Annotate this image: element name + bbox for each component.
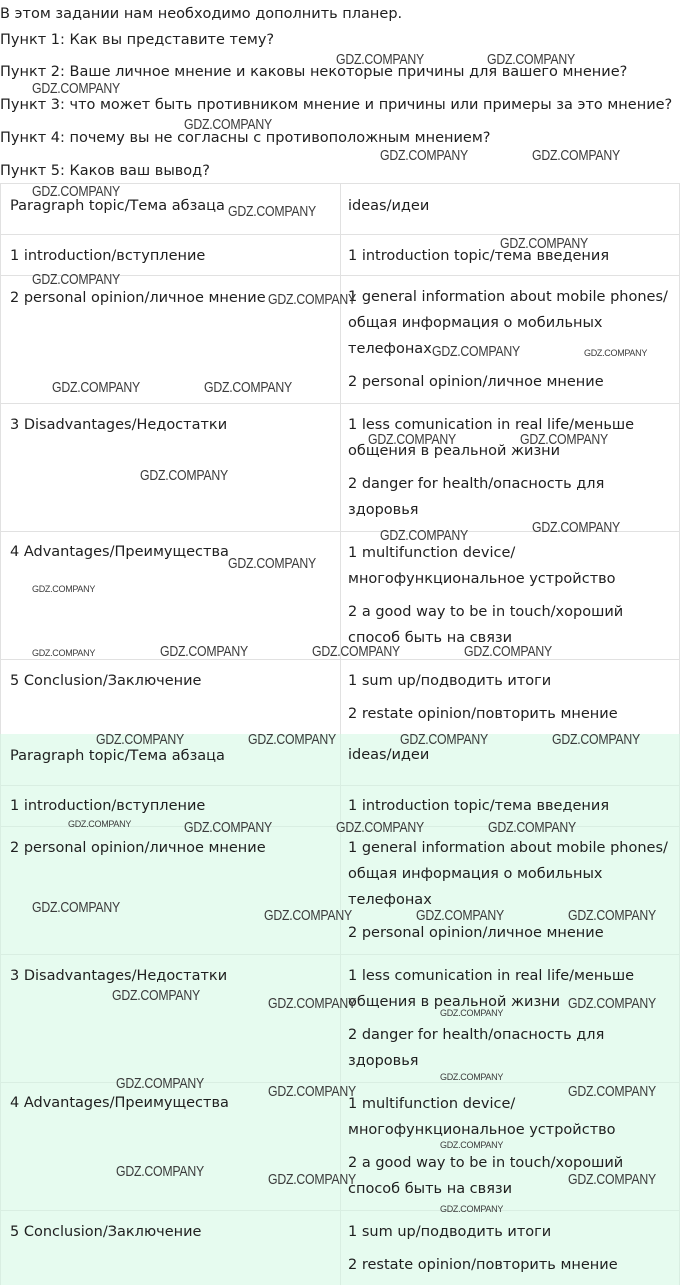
idea-line: 1 sum up/подводить итоги (348, 673, 552, 689)
watermark: GDZ.COMPANY (248, 731, 336, 748)
idea-line: 2 a good way to be in touch/хороший (348, 604, 624, 620)
watermark: GDZ.COMPANY (32, 648, 96, 658)
header-ideas-label: ideas/идеи (348, 198, 430, 214)
header-topic-label: Paragraph topic/Тема абзаца (10, 748, 225, 764)
idea-line: 2 restate opinion/повторить мнение (348, 1257, 618, 1273)
idea-line: многофункциональное устройство (348, 1122, 616, 1138)
table-row (0, 1210, 680, 1285)
idea-line: 2 personal opinion/личное мнение (348, 925, 604, 941)
intro-line: Пункт 5: Каков ваш вывод? (0, 163, 210, 179)
table-row (0, 275, 680, 403)
header-cell-ideas (341, 734, 680, 785)
watermark: GDZ.COMPANY (336, 51, 424, 68)
table-row (0, 785, 680, 826)
watermark: GDZ.COMPANY (140, 467, 228, 484)
header-cell-topic (0, 734, 341, 785)
intro-line: Пункт 1: Как вы представите тему? (0, 32, 275, 48)
table-row (0, 531, 680, 659)
paragraph-topic: 3 Disadvantages/Недостатки (10, 968, 228, 984)
header-cell-ideas (341, 184, 680, 234)
idea-line: 1 multifunction device/ (348, 545, 516, 561)
watermark: GDZ.COMPANY (400, 731, 488, 748)
watermark: GDZ.COMPANY (336, 819, 424, 836)
watermark: GDZ.COMPANY (440, 1140, 504, 1150)
idea-line: 1 multifunction device/ (348, 1096, 516, 1112)
watermark: GDZ.COMPANY (432, 343, 520, 360)
watermark: GDZ.COMPANY (184, 819, 272, 836)
table-header-row (0, 734, 680, 785)
watermark: GDZ.COMPANY (112, 987, 200, 1004)
watermark: GDZ.COMPANY (440, 1008, 504, 1018)
table-row (0, 826, 680, 954)
intro-line: В этом задании нам необходимо дополнить планер. (0, 6, 403, 22)
paragraph-topic: 3 Disadvantages/Недостатки (10, 417, 228, 433)
idea-line: 1 introduction topic/тема введения (348, 798, 610, 814)
watermark: GDZ.COMPANY (116, 1075, 204, 1092)
watermark: GDZ.COMPANY (204, 379, 292, 396)
idea-line: общая информация о мобильных (348, 315, 603, 331)
idea-line: здоровья (348, 1053, 419, 1069)
watermark: GDZ.COMPANY (487, 51, 575, 68)
paragraph-topic: 1 introduction/вступление (10, 248, 206, 264)
table-row (0, 1082, 680, 1210)
watermark: GDZ.COMPANY (268, 995, 356, 1012)
watermark: GDZ.COMPANY (228, 555, 316, 572)
idea-line: 2 a good way to be in touch/хороший (348, 1155, 624, 1171)
idea-line: 2 danger for health/опасность для (348, 476, 605, 492)
intro-line: Пункт 3: что может быть противником мнение и причины или примеры за это мнение? (0, 97, 673, 113)
table-header-row (0, 183, 680, 234)
watermark: GDZ.COMPANY (116, 1163, 204, 1180)
watermark: GDZ.COMPANY (184, 116, 272, 133)
idea-line: общения в реальной жизни (348, 443, 561, 459)
watermark: GDZ.COMPANY (520, 431, 608, 448)
watermark: GDZ.COMPANY (52, 379, 140, 396)
table-row (0, 234, 680, 275)
idea-line: многофункциональное устройство (348, 571, 616, 587)
watermark: GDZ.COMPANY (568, 995, 656, 1012)
idea-line: здоровья (348, 502, 419, 518)
paragraph-topic: 4 Advantages/Преимущества (10, 544, 229, 560)
watermark: GDZ.COMPANY (500, 235, 588, 252)
watermark: GDZ.COMPANY (440, 1072, 504, 1082)
watermark: GDZ.COMPANY (268, 291, 356, 308)
watermark: GDZ.COMPANY (32, 271, 120, 288)
watermark: GDZ.COMPANY (568, 907, 656, 924)
header-cell-topic (0, 184, 341, 234)
table-row (0, 954, 680, 1082)
idea-line: 1 general information about mobile phones/ (348, 289, 668, 305)
watermark: GDZ.COMPANY (32, 584, 96, 594)
watermark: GDZ.COMPANY (228, 203, 316, 220)
watermark: GDZ.COMPANY (312, 643, 400, 660)
idea-line: 2 personal opinion/личное мнение (348, 374, 604, 390)
idea-line: 1 general information about mobile phones/ (348, 840, 668, 856)
watermark: GDZ.COMPANY (264, 907, 352, 924)
table-row (0, 403, 680, 531)
watermark: GDZ.COMPANY (68, 819, 132, 829)
paragraph-topic: 4 Advantages/Преимущества (10, 1095, 229, 1111)
watermark: GDZ.COMPANY (532, 147, 620, 164)
idea-line: 1 sum up/подводить итоги (348, 1224, 552, 1240)
watermark: GDZ.COMPANY (380, 147, 468, 164)
paragraph-topic: 5 Conclusion/Заключение (10, 1224, 202, 1240)
watermark: GDZ.COMPANY (532, 519, 620, 536)
idea-line: 1 less comunication in real life/меньше (348, 968, 635, 984)
watermark: GDZ.COMPANY (488, 819, 576, 836)
idea-line: телефонах (348, 341, 432, 357)
watermark: GDZ.COMPANY (568, 1083, 656, 1100)
paragraph-topic: 2 personal opinion/личное мнение (10, 290, 266, 306)
watermark: GDZ.COMPANY (464, 643, 552, 660)
watermark: GDZ.COMPANY (584, 348, 648, 358)
idea-line: общения в реальной жизни (348, 994, 561, 1010)
header-topic-label: Paragraph topic/Тема абзаца (10, 198, 225, 214)
watermark: GDZ.COMPANY (268, 1083, 356, 1100)
watermark: GDZ.COMPANY (368, 431, 456, 448)
watermark: GDZ.COMPANY (32, 183, 120, 200)
paragraph-topic: 2 personal opinion/личное мнение (10, 840, 266, 856)
watermark: GDZ.COMPANY (552, 731, 640, 748)
idea-line: телефонах (348, 892, 432, 908)
paragraph-topic: 1 introduction/вступление (10, 798, 206, 814)
watermark: GDZ.COMPANY (32, 899, 120, 916)
watermark: GDZ.COMPANY (96, 731, 184, 748)
idea-line: 1 less comunication in real life/меньше (348, 417, 635, 433)
table-row (0, 659, 680, 734)
header-ideas-label: ideas/идеи (348, 747, 430, 763)
idea-line: 2 restate opinion/повторить мнение (348, 706, 618, 722)
intro-line: Пункт 4: почему вы не согласны с противоположным мнением? (0, 130, 491, 146)
idea-line: способ быть на связи (348, 1181, 513, 1197)
watermark: GDZ.COMPANY (416, 907, 504, 924)
idea-line: 1 introduction topic/тема введения (348, 248, 610, 264)
planner-table-green (0, 734, 680, 1285)
watermark: GDZ.COMPANY (32, 80, 120, 97)
idea-line: общая информация о мобильных (348, 866, 603, 882)
watermark: GDZ.COMPANY (268, 1171, 356, 1188)
watermark: GDZ.COMPANY (160, 643, 248, 660)
watermark: GDZ.COMPANY (380, 527, 468, 544)
watermark: GDZ.COMPANY (440, 1204, 504, 1214)
paragraph-topic: 5 Conclusion/Заключение (10, 673, 202, 689)
watermark: GDZ.COMPANY (568, 1171, 656, 1188)
idea-line: 2 danger for health/опасность для (348, 1027, 605, 1043)
intro-line: Пункт 2: Ваше личное мнение и каковы некоторые причины для вашего мнение? (0, 64, 628, 80)
idea-line: способ быть на связи (348, 630, 513, 646)
planner-table-white (0, 183, 680, 734)
